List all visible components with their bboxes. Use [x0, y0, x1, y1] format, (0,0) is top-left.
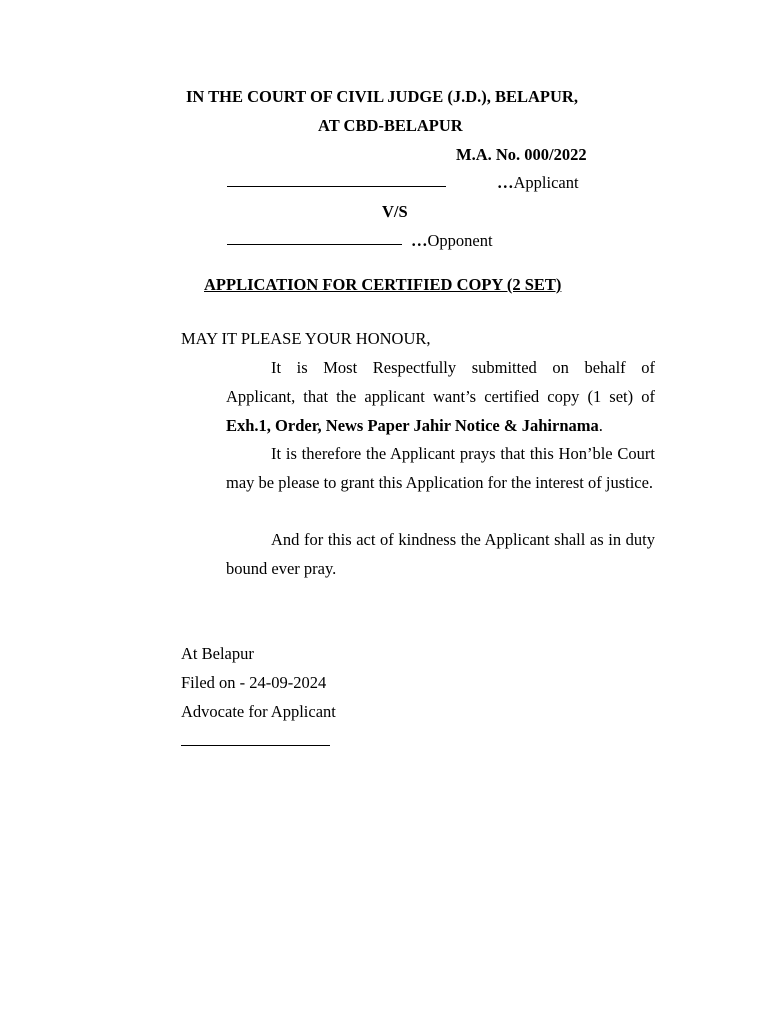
versus-label: V/S — [382, 202, 408, 221]
case-number: M.A. No. 000/2022 — [456, 145, 587, 164]
application-title: APPLICATION FOR CERTIFIED COPY (2 SET) — [204, 275, 562, 294]
opponent-name-blank — [227, 244, 402, 245]
paragraph-2: It is therefore the Applicant prays that this Hon’ble Court may be please to grant this Application for the interest of justice. — [226, 444, 655, 492]
paragraph-3: And for this act of kindness the Applicant shall as in duty bound ever pray. — [226, 530, 655, 578]
footer-place: At Belapur — [181, 644, 254, 663]
opponent-label: Opponent — [427, 231, 493, 250]
paragraph-1-line-2: Applicant, that the applicant want’s certified copy (1 set) of — [226, 387, 655, 406]
applicant-label: Applicant — [513, 173, 579, 192]
court-place: AT CBD-BELAPUR — [318, 116, 463, 135]
applicant-role — [497, 173, 579, 193]
opponent-ellipsis: … — [411, 231, 428, 250]
applicant-ellipsis: … — [497, 173, 514, 192]
footer-advocate: Advocate for Applicant — [181, 702, 336, 721]
applicant-name-blank — [227, 186, 446, 187]
paragraph-1-line-3 — [226, 411, 655, 440]
court-heading: IN THE COURT OF CIVIL JUDGE (J.D.), BELAPUR, — [186, 87, 578, 106]
paragraph-1-end: . — [598, 416, 603, 435]
opponent-role — [411, 231, 493, 251]
signature-blank — [181, 745, 330, 746]
exhibit-list: Exh.1, Order, News Paper Jahir Notice & Jahirnama — [226, 416, 599, 435]
salutation: MAY IT PLEASE YOUR HONOUR, — [181, 329, 431, 348]
footer-filed-on: Filed on - 24-09-2024 — [181, 673, 327, 692]
paragraph-1-line-1: It is Most Respectfully submitted on behalf of — [271, 358, 655, 377]
